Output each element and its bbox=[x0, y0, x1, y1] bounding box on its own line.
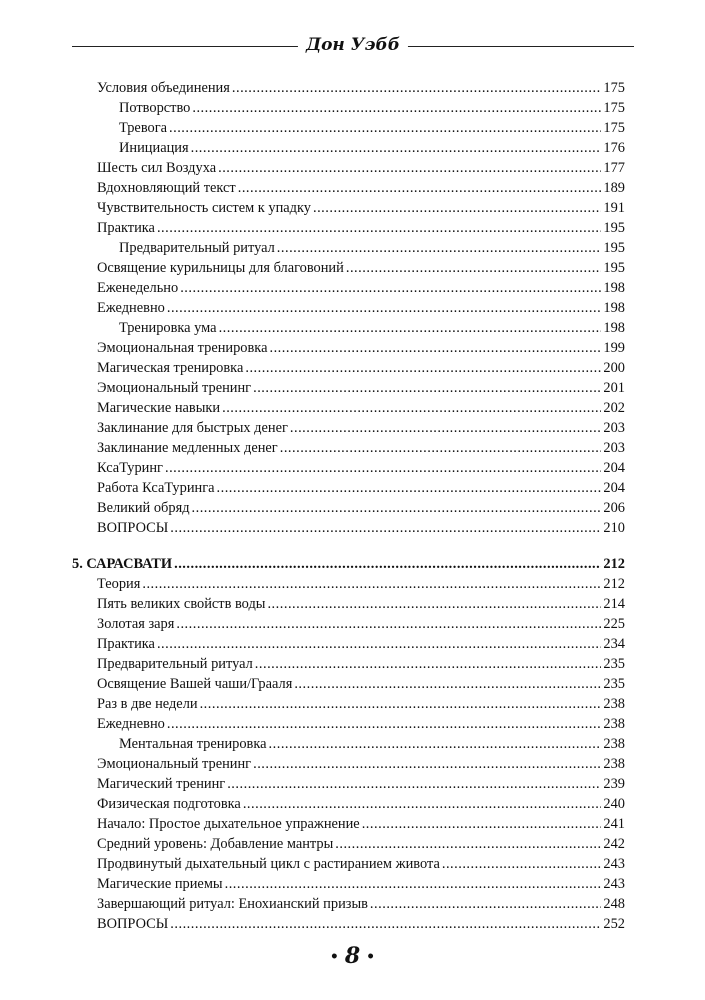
page-footer bbox=[0, 943, 705, 969]
toc-entry bbox=[97, 894, 625, 914]
toc-entry-label: Тренировка ума bbox=[119, 320, 217, 336]
toc-entry-label: Физическая подготовка bbox=[97, 796, 241, 812]
footer-dot-right: • bbox=[366, 949, 376, 965]
toc-entry bbox=[97, 594, 625, 614]
toc-entry-label: Вдохновляющий текст bbox=[97, 180, 236, 196]
toc-entry-label: ВОПРОСЫ bbox=[97, 520, 169, 536]
toc-entry-page: 243 bbox=[603, 876, 625, 892]
toc-entry-label: Ежедневно bbox=[97, 300, 165, 316]
toc-entry bbox=[97, 198, 625, 218]
toc-entry-page: 212 bbox=[603, 556, 625, 572]
toc-entry bbox=[97, 854, 625, 874]
toc-entry-label: Магические приемы bbox=[97, 876, 223, 892]
toc-entry bbox=[97, 238, 625, 258]
dot-leader bbox=[245, 358, 601, 378]
dot-leader bbox=[167, 714, 602, 734]
toc-entry-page: 203 bbox=[603, 440, 625, 456]
dot-leader bbox=[313, 198, 601, 218]
toc-entry-label: Продвинутый дыхательный цикл с растиранием живота bbox=[97, 856, 440, 872]
toc-entry-label: Работа КсаТуринга bbox=[97, 480, 215, 496]
dot-leader bbox=[169, 118, 601, 138]
dot-leader bbox=[142, 574, 601, 594]
toc-entry bbox=[97, 634, 625, 654]
dot-leader bbox=[157, 218, 601, 238]
toc-entry-page: 191 bbox=[603, 200, 625, 216]
toc-entry-label: Эмоциональный тренинг bbox=[97, 380, 252, 396]
toc-entry-page: 234 bbox=[603, 636, 625, 652]
toc-entry bbox=[97, 78, 625, 98]
toc-entry-page: 238 bbox=[603, 696, 625, 712]
toc-entry bbox=[97, 318, 625, 338]
toc-entry bbox=[97, 298, 625, 318]
dot-leader bbox=[227, 774, 601, 794]
toc-entry-label: Великий обряд bbox=[97, 500, 190, 516]
toc-entry-page: 195 bbox=[603, 240, 625, 256]
toc-entry-label: Освящение курильницы для благовоний bbox=[97, 260, 344, 276]
running-header bbox=[72, 34, 634, 58]
toc-entry-label: Шесть сил Воздуха bbox=[97, 160, 217, 176]
toc-entry-page: 175 bbox=[603, 120, 625, 136]
toc-entry-page: 201 bbox=[603, 380, 625, 396]
toc-entry-label: Тревога bbox=[119, 120, 168, 136]
dot-leader bbox=[192, 98, 601, 118]
toc-entry-label: Потворство bbox=[119, 100, 191, 116]
toc-entry bbox=[97, 218, 625, 238]
toc-entry-page: 238 bbox=[603, 716, 625, 732]
toc-entry-page: 210 bbox=[603, 520, 625, 536]
toc-entry bbox=[97, 478, 625, 498]
toc-entry-label: ВОПРОСЫ bbox=[97, 916, 169, 932]
toc-chapter-row bbox=[72, 554, 625, 574]
toc-entry bbox=[97, 814, 625, 834]
toc-entry-page: 198 bbox=[603, 320, 625, 336]
dot-leader bbox=[255, 654, 602, 674]
toc-entry-page: 195 bbox=[603, 220, 625, 236]
toc-entry bbox=[97, 178, 625, 198]
toc-entry-label: Освящение Вашей чаши/Грааля bbox=[97, 676, 293, 692]
dot-leader bbox=[370, 894, 601, 914]
toc-entry bbox=[97, 138, 625, 158]
toc-entry-page: 204 bbox=[603, 460, 625, 476]
dot-leader bbox=[165, 458, 601, 478]
toc-entry-page: 175 bbox=[603, 80, 625, 96]
dot-leader bbox=[157, 634, 601, 654]
toc-entry bbox=[97, 614, 625, 634]
dot-leader bbox=[362, 814, 602, 834]
dot-leader bbox=[180, 278, 601, 298]
dot-leader bbox=[191, 138, 602, 158]
toc-entry-label: Условия объединения bbox=[97, 80, 230, 96]
dot-leader bbox=[269, 338, 601, 358]
toc-entry bbox=[97, 654, 625, 674]
dot-leader bbox=[346, 258, 602, 278]
dot-leader bbox=[269, 734, 602, 754]
toc-entry-label: Эмоциональная тренировка bbox=[97, 340, 268, 356]
dot-leader bbox=[225, 874, 602, 894]
toc-entry bbox=[97, 418, 625, 438]
page-number: 8 bbox=[344, 943, 361, 969]
toc-entry-label: Практика bbox=[97, 220, 155, 236]
dot-leader bbox=[192, 498, 602, 518]
toc-entry bbox=[97, 914, 625, 934]
toc-entry bbox=[97, 118, 625, 138]
dot-leader bbox=[277, 238, 602, 258]
toc-entry-page: 242 bbox=[603, 836, 625, 852]
dot-leader bbox=[267, 594, 601, 614]
toc-entry-label: Заклинание для быстрых денег bbox=[97, 420, 288, 436]
toc-entry bbox=[97, 458, 625, 478]
header-author: Дон Уэбб bbox=[298, 34, 408, 56]
dot-leader bbox=[218, 158, 601, 178]
toc-entry-page: 203 bbox=[603, 420, 625, 436]
dot-leader bbox=[253, 754, 601, 774]
toc-entry-label: Магическая тренировка bbox=[97, 360, 244, 376]
footer-dot-left: • bbox=[329, 949, 339, 965]
toc-entry-label: Золотая заря bbox=[97, 616, 175, 632]
dot-leader bbox=[174, 554, 601, 574]
toc-entry bbox=[97, 518, 625, 538]
toc-entry bbox=[97, 714, 625, 734]
toc-entry-page: 225 bbox=[603, 616, 625, 632]
toc-entry bbox=[97, 794, 625, 814]
toc-entry-label: Средний уровень: Добавление мантры bbox=[97, 836, 334, 852]
toc-entry bbox=[97, 734, 625, 754]
toc-entry-label: Магические навыки bbox=[97, 400, 221, 416]
toc-entry bbox=[97, 874, 625, 894]
toc-entry-page: 238 bbox=[603, 756, 625, 772]
toc-entry bbox=[97, 278, 625, 298]
toc-entry-page: 206 bbox=[603, 500, 625, 516]
toc-entry-label: Еженедельно bbox=[97, 280, 179, 296]
toc-entry-page: 235 bbox=[603, 656, 625, 672]
dot-leader bbox=[176, 614, 601, 634]
toc-entry-label: Теория bbox=[97, 576, 141, 592]
toc-entry-label: Ежедневно bbox=[97, 716, 165, 732]
toc-entry-page: 214 bbox=[603, 596, 625, 612]
dot-leader bbox=[335, 834, 601, 854]
toc-entry bbox=[97, 438, 625, 458]
dot-leader bbox=[167, 298, 602, 318]
toc-entry-label: Пять великих свойств воды bbox=[97, 596, 266, 612]
toc-entry-page: 241 bbox=[603, 816, 625, 832]
dot-leader bbox=[217, 478, 602, 498]
toc-entry-label: 5. САРАСВАТИ bbox=[72, 556, 173, 572]
toc-entry bbox=[97, 754, 625, 774]
toc-entry-page: 199 bbox=[603, 340, 625, 356]
toc-entry-page: 195 bbox=[603, 260, 625, 276]
dot-leader bbox=[170, 914, 601, 934]
toc-entry-page: 238 bbox=[603, 736, 625, 752]
dot-leader bbox=[170, 518, 601, 538]
toc-entry-page: 252 bbox=[603, 916, 625, 932]
toc-entry-label: Ментальная тренировка bbox=[119, 736, 267, 752]
toc-entry-page: 212 bbox=[603, 576, 625, 592]
dot-leader bbox=[243, 794, 602, 814]
toc-entry-page: 239 bbox=[603, 776, 625, 792]
dot-leader bbox=[290, 418, 602, 438]
toc-entry-label: Предварительный ритуал bbox=[97, 656, 253, 672]
toc-entry-page: 177 bbox=[603, 160, 625, 176]
toc-entry-page: 248 bbox=[603, 896, 625, 912]
toc-entry-label: Инициация bbox=[119, 140, 189, 156]
toc-entry-label: Начало: Простое дыхательное упражнение bbox=[97, 816, 360, 832]
toc-entry-page: 175 bbox=[603, 100, 625, 116]
toc-entry-page: 235 bbox=[603, 676, 625, 692]
toc-entry-page: 202 bbox=[603, 400, 625, 416]
toc-entry-label: Заклинание медленных денег bbox=[97, 440, 278, 456]
table-of-contents bbox=[72, 78, 625, 934]
toc-entry bbox=[97, 98, 625, 118]
toc-entry-page: 240 bbox=[603, 796, 625, 812]
toc-entry-page: 204 bbox=[603, 480, 625, 496]
toc-entry-label: Чувствительность систем к упадку bbox=[97, 200, 311, 216]
toc-entry bbox=[97, 498, 625, 518]
toc-entry bbox=[97, 834, 625, 854]
toc-entry bbox=[97, 338, 625, 358]
toc-entry-label: Магический тренинг bbox=[97, 776, 226, 792]
toc-entry-label: Предварительный ритуал bbox=[119, 240, 275, 256]
toc-entry-page: 243 bbox=[603, 856, 625, 872]
dot-leader bbox=[280, 438, 602, 458]
toc-entry bbox=[97, 378, 625, 398]
toc-entry-label: Раз в две недели bbox=[97, 696, 198, 712]
dot-leader bbox=[222, 398, 601, 418]
toc-entry bbox=[97, 158, 625, 178]
dot-leader bbox=[294, 674, 601, 694]
toc-entry-label: Практика bbox=[97, 636, 155, 652]
toc-entry-page: 200 bbox=[603, 360, 625, 376]
dot-leader bbox=[232, 78, 602, 98]
toc-entry bbox=[97, 774, 625, 794]
dot-leader bbox=[200, 694, 602, 714]
toc-entry-page: 176 bbox=[603, 140, 625, 156]
toc-entry bbox=[97, 398, 625, 418]
dot-leader bbox=[442, 854, 602, 874]
toc-entry bbox=[97, 258, 625, 278]
dot-leader bbox=[238, 178, 602, 198]
toc-entry bbox=[97, 358, 625, 378]
toc-entry-page: 189 bbox=[603, 180, 625, 196]
toc-entry-label: Завершающий ритуал: Енохианский призыв bbox=[97, 896, 368, 912]
toc-entry-label: Эмоциональный тренинг bbox=[97, 756, 252, 772]
toc-entry bbox=[97, 674, 625, 694]
toc-entry bbox=[97, 574, 625, 594]
dot-leader bbox=[219, 318, 602, 338]
toc-entry-page: 198 bbox=[603, 300, 625, 316]
toc-entry bbox=[97, 694, 625, 714]
dot-leader bbox=[253, 378, 601, 398]
toc-entry-label: КсаТуринг bbox=[97, 460, 163, 476]
toc-entry-page: 198 bbox=[603, 280, 625, 296]
